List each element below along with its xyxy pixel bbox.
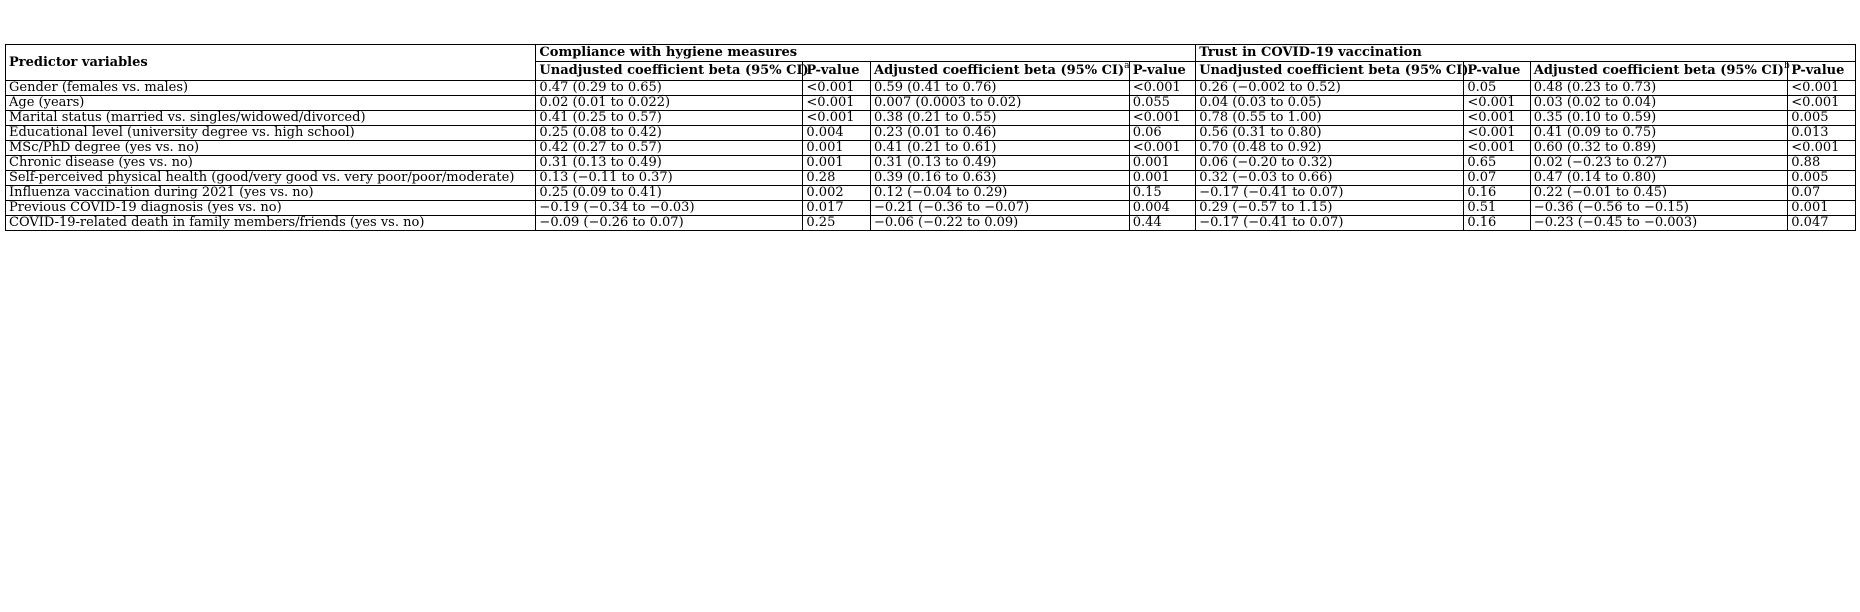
table-cell: <0.001 xyxy=(1464,96,1530,111)
column-header-label: P-value xyxy=(1791,63,1845,78)
table-row xyxy=(6,141,1856,156)
group-header-vaccination-trust: Trust in COVID-19 vaccination xyxy=(1196,45,1856,62)
table-cell: 0.47 (0.29 to 0.65) xyxy=(536,81,803,96)
table-cell: 0.38 (0.21 to 0.55) xyxy=(871,111,1130,126)
table-cell: −0.21 (−0.36 to −0.07) xyxy=(871,201,1130,216)
table-header xyxy=(6,45,1856,81)
table-cell: 0.04 (0.03 to 0.05) xyxy=(1196,96,1464,111)
footnote-marker: b xyxy=(1783,61,1790,71)
table-cell: <0.001 xyxy=(1464,111,1530,126)
row-label: COVID-19-related death in family members/friends (yes vs. no) xyxy=(6,216,536,231)
table-cell: 0.48 (0.23 to 0.73) xyxy=(1530,81,1787,96)
table-cell: 0.017 xyxy=(803,201,871,216)
table-cell: 0.13 (−0.11 to 0.37) xyxy=(536,171,803,186)
table-cell: 0.41 (0.09 to 0.75) xyxy=(1530,126,1787,141)
row-label: Chronic disease (yes vs. no) xyxy=(6,156,536,171)
table-cell: 0.88 xyxy=(1788,156,1856,171)
table-cell: 0.002 xyxy=(803,186,871,201)
table-cell: 0.004 xyxy=(803,126,871,141)
table-cell: 0.25 xyxy=(803,216,871,231)
table-cell: 0.06 xyxy=(1129,126,1195,141)
table-cell: 0.001 xyxy=(1129,156,1195,171)
table-cell: 0.013 xyxy=(1788,126,1856,141)
regression-table xyxy=(5,44,1856,231)
table-cell: <0.001 xyxy=(803,81,871,96)
table-cell: <0.001 xyxy=(1129,111,1195,126)
table-cell: 0.60 (0.32 to 0.89) xyxy=(1530,141,1787,156)
table-cell: 0.25 (0.09 to 0.41) xyxy=(536,186,803,201)
table-cell: 0.055 xyxy=(1129,96,1195,111)
table-cell: 0.03 (0.02 to 0.04) xyxy=(1530,96,1787,111)
table-cell: 0.07 xyxy=(1788,186,1856,201)
column-header xyxy=(536,62,809,81)
table-cell: 0.12 (−0.04 to 0.29) xyxy=(871,186,1130,201)
table-cell: 0.32 (−0.03 to 0.66) xyxy=(1196,171,1464,186)
table-cell: 0.35 (0.10 to 0.59) xyxy=(1530,111,1787,126)
column-header-label: Unadjusted coefficient beta (95% CI) xyxy=(1199,63,1469,78)
table-cell: <0.001 xyxy=(1129,141,1195,156)
row-label: Age (years) xyxy=(6,96,536,111)
table-cell: 0.78 (0.55 to 1.00) xyxy=(1196,111,1464,126)
column-header xyxy=(803,62,871,81)
table-cell: 0.28 xyxy=(803,171,871,186)
table-cell: −0.23 (−0.45 to −0.003) xyxy=(1530,216,1787,231)
table-cell: 0.70 (0.48 to 0.92) xyxy=(1196,141,1464,156)
column-header-label: Adjusted coefficient beta (95% CI) xyxy=(874,63,1125,78)
column-header xyxy=(871,62,1130,81)
table-row xyxy=(6,186,1856,201)
column-header-label: Unadjusted coefficient beta (95% CI) xyxy=(539,63,809,78)
table-cell: 0.07 xyxy=(1464,171,1530,186)
row-label: Influenza vaccination during 2021 (yes vs. no) xyxy=(6,186,536,201)
table-row xyxy=(6,111,1856,126)
column-header xyxy=(1788,62,1856,81)
table-cell: <0.001 xyxy=(803,111,871,126)
table-cell: 0.007 (0.0003 to 0.02) xyxy=(871,96,1130,111)
table-cell: 0.001 xyxy=(1788,201,1856,216)
table-cell: 0.41 (0.25 to 0.57) xyxy=(536,111,803,126)
table-cell: −0.09 (−0.26 to 0.07) xyxy=(536,216,803,231)
table-cell: <0.001 xyxy=(1788,81,1856,96)
table-cell: −0.17 (−0.41 to 0.07) xyxy=(1196,186,1464,201)
table-cell: 0.001 xyxy=(803,156,871,171)
table-cell: <0.001 xyxy=(1788,141,1856,156)
column-header-label: P-value xyxy=(1467,63,1521,78)
table-cell: 0.59 (0.41 to 0.76) xyxy=(871,81,1130,96)
column-header xyxy=(1464,62,1530,81)
table-cell: 0.02 (−0.23 to 0.27) xyxy=(1530,156,1787,171)
table-row xyxy=(6,216,1856,231)
table-cell: 0.31 (0.13 to 0.49) xyxy=(871,156,1130,171)
table-cell: 0.26 (−0.002 to 0.52) xyxy=(1196,81,1464,96)
table-cell: 0.004 xyxy=(1129,201,1195,216)
table-cell: 0.001 xyxy=(803,141,871,156)
table-cell: 0.47 (0.14 to 0.80) xyxy=(1530,171,1787,186)
table-cell: 0.25 (0.08 to 0.42) xyxy=(536,126,803,141)
predictor-variables-header: Predictor variables xyxy=(6,45,536,81)
table-cell: −0.19 (−0.34 to −0.03) xyxy=(536,201,803,216)
table-cell: <0.001 xyxy=(1788,96,1856,111)
table-cell: 0.001 xyxy=(1129,171,1195,186)
table-cell: −0.36 (−0.56 to −0.15) xyxy=(1530,201,1787,216)
table-cell: <0.001 xyxy=(1464,141,1530,156)
table-cell: 0.44 xyxy=(1129,216,1195,231)
table-cell: 0.51 xyxy=(1464,201,1530,216)
table-cell: 0.41 (0.21 to 0.61) xyxy=(871,141,1130,156)
row-label: Educational level (university degree vs. high school) xyxy=(6,126,536,141)
row-label: MSc/PhD degree (yes vs. no) xyxy=(6,141,536,156)
footnote-marker: a xyxy=(1124,61,1130,71)
table-row xyxy=(6,81,1856,96)
table-row xyxy=(6,96,1856,111)
table-cell: −0.17 (−0.41 to 0.07) xyxy=(1196,216,1464,231)
table-cell: 0.31 (0.13 to 0.49) xyxy=(536,156,803,171)
table-cell: 0.05 xyxy=(1464,81,1530,96)
table-row xyxy=(6,156,1856,171)
row-label: Previous COVID-19 diagnosis (yes vs. no) xyxy=(6,201,536,216)
row-label: Marital status (married vs. singles/widowed/divorced) xyxy=(6,111,536,126)
table-row xyxy=(6,126,1856,141)
table-cell: 0.23 (0.01 to 0.46) xyxy=(871,126,1130,141)
table-cell: 0.42 (0.27 to 0.57) xyxy=(536,141,803,156)
column-header-label: P-value xyxy=(1132,63,1186,78)
table-cell: 0.56 (0.31 to 0.80) xyxy=(1196,126,1464,141)
table-cell: 0.16 xyxy=(1464,216,1530,231)
column-header xyxy=(1129,62,1195,81)
table-cell: 0.047 xyxy=(1788,216,1856,231)
table-cell: 0.005 xyxy=(1788,111,1856,126)
table-row xyxy=(6,171,1856,186)
column-header-label: P-value xyxy=(806,63,860,78)
table-cell: 0.02 (0.01 to 0.022) xyxy=(536,96,803,111)
table-cell: <0.001 xyxy=(1464,126,1530,141)
column-header xyxy=(1530,61,1790,81)
table-cell: <0.001 xyxy=(803,96,871,111)
table-row xyxy=(6,201,1856,216)
group-header-row xyxy=(6,45,1856,62)
row-label: Self-perceived physical health (good/very good vs. very poor/poor/moderate) xyxy=(6,171,536,186)
group-header-hygiene: Compliance with hygiene measures xyxy=(536,45,1196,62)
table-cell: <0.001 xyxy=(1129,81,1195,96)
table-cell: 0.65 xyxy=(1464,156,1530,171)
column-header xyxy=(1196,62,1469,81)
row-label: Gender (females vs. males) xyxy=(6,81,536,96)
column-header-label: Adjusted coefficient beta (95% CI) xyxy=(1533,63,1784,78)
table-cell: 0.29 (−0.57 to 1.15) xyxy=(1196,201,1464,216)
table-cell: 0.005 xyxy=(1788,171,1856,186)
table-cell: 0.06 (−0.20 to 0.32) xyxy=(1196,156,1464,171)
table-cell: −0.06 (−0.22 to 0.09) xyxy=(871,216,1130,231)
table-cell: 0.16 xyxy=(1464,186,1530,201)
table-cell: 0.15 xyxy=(1129,186,1195,201)
table-body xyxy=(6,81,1856,231)
table-cell: 0.22 (−0.01 to 0.45) xyxy=(1530,186,1787,201)
table-cell: 0.39 (0.16 to 0.63) xyxy=(871,171,1130,186)
